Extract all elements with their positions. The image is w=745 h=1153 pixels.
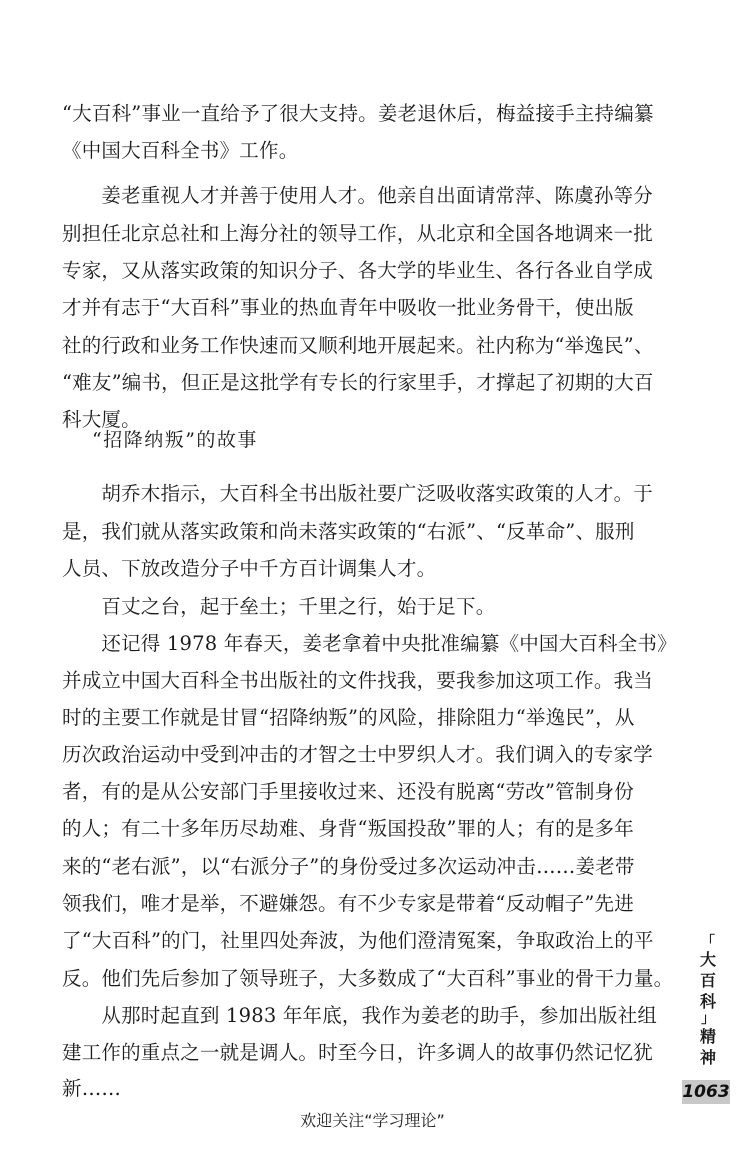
section-line: 历次政治运动中受到冲击的才智之士中罗织人才。我们调入的专家学 bbox=[62, 743, 654, 766]
page-number: 1063 bbox=[682, 1082, 730, 1102]
section-line: 是，我们就从落实政策和尚未落实政策的“右派”、“反革命”、服刑 bbox=[62, 520, 635, 543]
section-heading: “招降纳叛”的故事 bbox=[92, 429, 258, 451]
body-line: 科大厦。 bbox=[62, 408, 141, 431]
body-line: 才并有志于“大百科”事业的热血青年中吸收一批业务骨干，使出版 bbox=[62, 296, 634, 319]
section-line: 从那时起直到 1983 年年底，我作为姜老的助手，参加出版社组 bbox=[62, 1004, 658, 1027]
body-line: 别担任北京总社和上海分社的领导工作，从北京和全国各地调来一批 bbox=[62, 222, 654, 245]
section-line: 者，有的是从公安部门手里接收过来、还没有脱离“劳改”管制身份 bbox=[62, 780, 634, 803]
section-line: 来的“老右派”，以“右派分子”的身份受过多次运动冲击……姜老带 bbox=[62, 855, 635, 878]
body-line: 姜老重视人才并善于使用人才。他亲自出面请常萍、陈虞孙等分 bbox=[62, 184, 654, 207]
side-close-bracket: 」 bbox=[701, 1011, 715, 1027]
body-line: “难友”编书，但正是这批学有专长的行家里手，才撑起了初期的大百 bbox=[62, 371, 654, 394]
section-line: 反。他们先后参加了领导班子，大多数成了“大百科”事业的骨干力量。 bbox=[62, 967, 674, 990]
side-char: 精 bbox=[699, 1027, 716, 1046]
section-line: 人员、下放改造分子中千方百计调集人才。 bbox=[62, 557, 437, 580]
body-line: 《中国大百科全书》工作。 bbox=[62, 139, 299, 162]
section-line: 百丈之台，起于垒土；千里之行，始于足下。 bbox=[62, 595, 496, 618]
side-open-bracket: 「 bbox=[701, 934, 715, 950]
side-char: 神 bbox=[699, 1048, 716, 1067]
section-line: 胡乔木指示，大百科全书出版社要广泛吸收落实政策的人才。于 bbox=[62, 482, 654, 505]
footer-note: 欢迎关注“学习理论” bbox=[300, 1111, 445, 1130]
body-line: 专家，又从落实政策的知识分子、各大学的毕业生、各行各业自学成 bbox=[62, 259, 654, 282]
section-line: 建工作的重点之一就是调人。时至今日，许多调人的故事仍然记忆犹 bbox=[62, 1041, 654, 1064]
section-line: 了“大百科”的门，社里四处奔波，为他们澄清冤案，争取政治上的平 bbox=[62, 929, 654, 952]
side-char: 百 bbox=[699, 971, 716, 990]
body-line: “大百科”事业一直给予了很大支持。姜老退休后，梅益接手主持编纂 bbox=[62, 102, 654, 125]
side-char: 大 bbox=[699, 950, 716, 969]
section-line: 还记得 1978 年春天，姜老拿着中央批准编纂《中国大百科全书》 bbox=[62, 632, 677, 655]
section-line: 并成立中国大百科全书出版社的文件找我，要我参加这项工作。我当 bbox=[62, 669, 654, 692]
section-line: 新…… bbox=[62, 1077, 122, 1100]
side-char: 科 bbox=[699, 992, 716, 1011]
section-line: 时的主要工作就是甘冒“招降纳叛”的风险，排除阻力“举逸民”，从 bbox=[62, 706, 635, 729]
section-line: 领我们，唯才是举，不避嫌怨。有不少专家是带着“反动帽子”先进 bbox=[62, 892, 634, 915]
side-running-title bbox=[693, 935, 723, 1068]
section-line: 的人；有二十多年历尽劫难、身背“叛国投敌”罪的人；有的是多年 bbox=[62, 817, 634, 840]
body-line: 社的行政和业务工作快速而又顺利地开展起来。社内称为“举逸民”、 bbox=[62, 334, 654, 357]
